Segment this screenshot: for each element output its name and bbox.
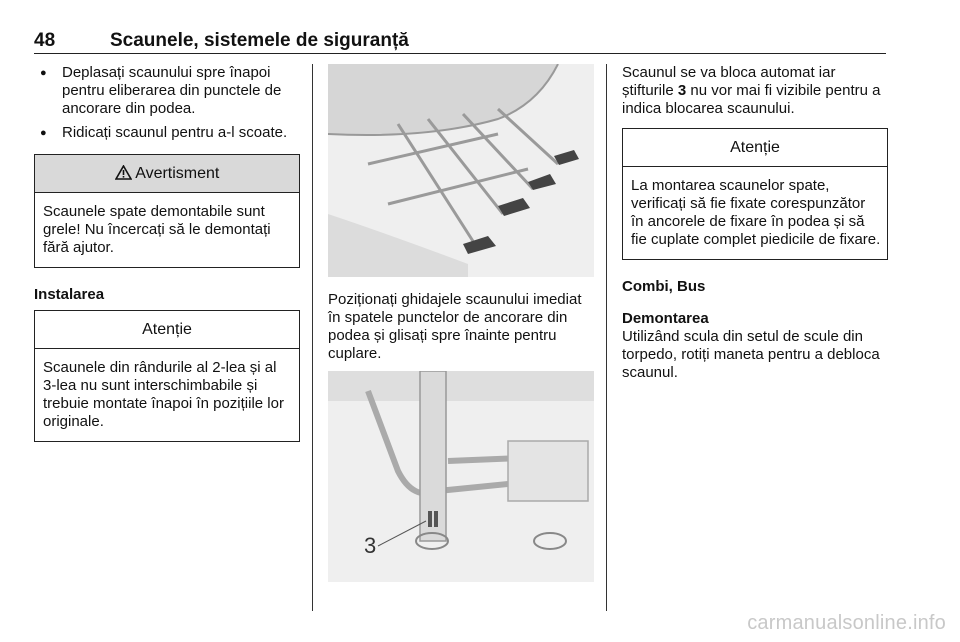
- column-divider-right: [606, 64, 607, 611]
- combi-heading: Combi, Bus: [622, 278, 706, 295]
- caution-body-2: La montarea scaunelor spate, verificați să fie fixate corespunzător în ancorele de fixare în podea și să fie cuplate complet piedicile de fixare.: [631, 177, 881, 248]
- column-divider-left: [312, 64, 313, 611]
- column-3: [622, 64, 888, 382]
- seat-rails-illustration: [328, 64, 594, 277]
- caution-box-2: [622, 128, 888, 260]
- callout-ref: 3: [677, 82, 687, 99]
- warning-box: [34, 154, 300, 268]
- install-heading: Instalarea: [34, 286, 105, 303]
- page-number: 48: [34, 30, 56, 51]
- callout-label: 3: [364, 533, 377, 558]
- lock-info-text: Scaunul se va bloca automat iar știfturile 3 nu vor mai fi vizibile pentru a indica blocarea scaunului.: [622, 64, 881, 117]
- positioning-text: Poziționați ghidajele scaunului imediat în spatele punctelor de ancorare din podea și glisați spre înainte pentru cuplare.: [328, 291, 582, 362]
- caution-title: Atenție: [35, 311, 299, 349]
- page-header: [34, 30, 886, 54]
- warning-triangle-icon: [115, 165, 136, 182]
- caution-body: Scaunele din rândurile al 2-lea și al 3-lea nu sunt interschimbabile și trebuie montate înapoi în pozițiile lor originale.: [43, 359, 284, 430]
- warning-box-header: [35, 155, 299, 193]
- warning-title: Avertisment: [135, 165, 220, 182]
- instruction-list: [34, 64, 300, 142]
- removal-heading: Demontarea: [622, 310, 709, 327]
- list-item: ● Deplasați scaunului spre înapoi pentru eliberarea din punctele de ancorare din podea.: [34, 64, 300, 118]
- removal-text: Utilizând scula din setul de scule din torpedo, rotiți maneta pentru a debloca scaunul.: [622, 328, 880, 381]
- watermark: carmanualsonline.info: [747, 612, 946, 634]
- column-2: [328, 64, 594, 582]
- page-title: Scaunele, sistemele de siguranță: [110, 30, 409, 51]
- caution-title-2: Atenție: [623, 129, 887, 167]
- locking-pin-illustration: [328, 371, 594, 582]
- caution-box: [34, 310, 300, 442]
- list-item: ● Ridicați scaunul pentru a-l scoate.: [34, 124, 300, 142]
- column-1: [34, 64, 300, 442]
- warning-body: Scaunele spate demontabile sunt grele! Nu încercați să le demontați fără ajutor.: [43, 203, 271, 256]
